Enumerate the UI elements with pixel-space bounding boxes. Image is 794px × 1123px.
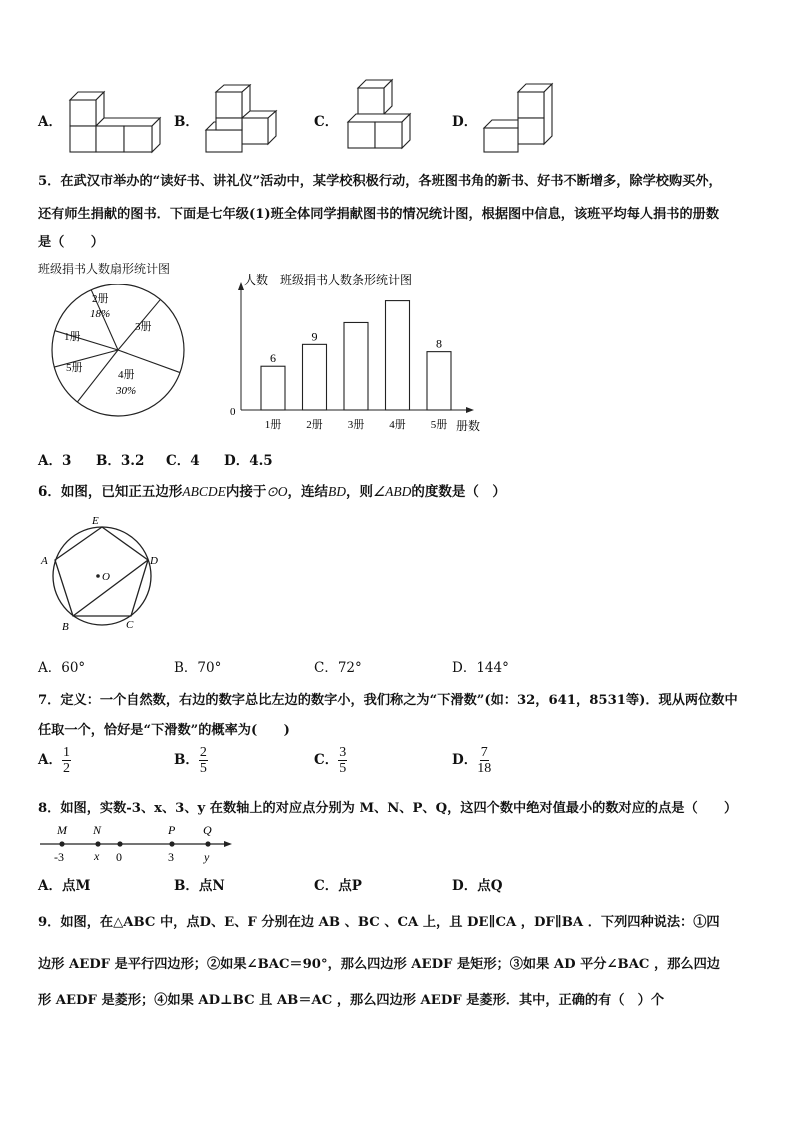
value-p-label: 3 [168,850,174,864]
q6-pentagon-name: ABCDE [182,484,226,499]
point-a-label: A [41,555,48,567]
q9-line-2: 边形 AEDF 是平行四边形；②如果∠BAC＝90°，那么四边形 AEDF 是矩形；③如果 AD 平分∠BAC ，那么四边 [38,957,720,972]
segment-bd [73,560,148,616]
bar-2 [303,344,327,410]
x-tick-label-3: 3册 [347,419,365,431]
x-tick-label-1: 1册 [264,419,282,431]
pie-label-2-pct: 18% [90,308,111,320]
q4-option-c-label[interactable]: C． [314,114,339,130]
pie-label-5: 5册 [66,362,83,374]
q6-text-c: ，连结 [287,484,328,500]
q4-option-d-label[interactable]: D． [452,114,478,130]
q4-figure-c [344,78,424,154]
q5-line-3: 是（ ） [38,235,104,250]
pie-chart [44,284,194,424]
q7-option-d[interactable]: D． $\frac{7}{18}$ [452,745,492,776]
bar-chart-title: 人数 班级捐书人数条形统计图 [244,273,413,287]
q6-text-e: 的度数是（ ） [411,484,506,500]
q5-line-2: 还有师生捐献的图书．下面是七年级(1)班全体同学捐献图书的情况统计图，根据图中信息，该班平均每人捐书的册数 [38,207,720,222]
q8-line-1: 8．如图，实数-3、x、3、y 在数轴上的对应点分别为 M、N、P、Q，这四个数中绝对值最小的数对应的点是（ ） [38,801,738,816]
point-zero-dot [117,841,122,846]
value-m-label: -3 [54,850,64,864]
q6-text-d: ，则 [345,484,373,500]
q4-option-a-label[interactable]: A． [38,114,62,130]
q6-option-d[interactable]: D．144° [452,660,509,676]
bar-data-label-2: 9 [311,329,318,344]
q6-segment-bd: BD [327,484,346,499]
q5-option-a[interactable]: A．3 [38,453,72,469]
q5-option-d[interactable]: D．4.5 [224,453,273,469]
bar-data-label-1: 6 [270,351,276,366]
q7-option-a[interactable]: A． $\frac{1}{2}$ [38,745,70,776]
point-b-label: B [62,621,69,633]
q5-option-b[interactable]: B．3.2 [96,453,145,469]
q8-option-a[interactable]: A．点M [38,878,91,894]
point-m-label: M [57,823,67,837]
pie-chart-title: 班级捐书人数扇形统计图 [38,262,171,276]
x-axis-unit: 册数 [456,419,481,433]
point-n-label: N [93,823,102,837]
q7-option-b[interactable]: B． $\frac{2}{5}$ [174,745,207,776]
point-p-label: P [168,823,176,837]
q8-option-b[interactable]: B．点N [174,878,225,894]
value-y-label: y [204,850,210,864]
q4-option-b-label[interactable]: B． [174,114,199,130]
q5-option-c[interactable]: C．4 [166,453,200,469]
q6-pentagon-figure [38,514,164,636]
x-tick-label-4: 4册 [389,419,406,431]
bar-3 [344,322,368,410]
q6-circle-name: ⊙O [266,484,288,499]
point-n-dot [95,841,100,846]
x-tick-label-2: 2册 [306,419,323,431]
number-line [38,820,238,866]
q4-figure-d [480,80,564,156]
point-m-dot [59,841,64,846]
q6-text-a: 6．如图，已知正五边形 [38,484,183,500]
q6-question [38,480,506,500]
point-q-dot [205,841,210,846]
point-d-label: D [150,555,158,567]
value-x-label: x [94,849,100,863]
bar-1 [261,366,285,410]
q9-line-3: 形 AEDF 是菱形；④如果 AD⊥BC 且 AB＝AC ，那么四边形 AEDF 是菱形．其中，正确的有（ ）个 [38,993,665,1008]
bar-5 [427,352,451,410]
q6-option-b[interactable]: B．70° [174,660,222,676]
pie-label-3: 3册 [135,321,152,333]
origin-label: 0 [230,406,236,418]
pie-label-1: 1册 [64,331,81,343]
point-o-label: O [102,571,110,583]
point-e-label: E [92,515,99,527]
q7-line-2: 任取一个，恰好是“下滑数”的概率为( ) [38,723,290,738]
q6-text-b: 内接于 [225,484,267,500]
q6-angle-abd: ∠ABD [372,484,412,499]
x-axis-arrow [466,407,474,413]
point-c-label: C [126,619,134,631]
q9-line-1: 9．如图，在△ABC 中，点D、E、F 分别在边 AB 、BC 、CA 上，且 DE∥CA ，DF∥BA ．下列四种说法：①四 [38,915,720,930]
point-p-dot [169,841,174,846]
bar-data-label-5: 8 [436,336,442,351]
pie-label-4: 4册 [118,369,135,381]
x-tick-label-5: 5册 [430,419,448,431]
number-line-arrow [224,841,232,847]
center-o-dot [96,574,100,578]
q7-line-1: 7．定义：一个自然数，右边的数字总比左边的数字小，我们称之为“下滑数”(如：32，641，8531等)．现从两位数中 [38,693,738,708]
bar-chart [224,264,494,436]
bar-marks [261,301,451,431]
q8-option-c[interactable]: C．点P [314,878,362,894]
q8-option-d[interactable]: D．点Q [452,878,503,894]
value-zero-label: 0 [116,850,122,864]
q4-figure-b [202,84,282,154]
pie-label-4-pct: 30% [116,385,137,397]
q7-option-c[interactable]: C． $\frac{3}{5}$ [314,745,347,776]
q4-figure-a [66,90,166,156]
q6-option-c[interactable]: C．72° [314,660,362,676]
bar-4 [386,301,410,410]
pie-label-2: 2册 [92,293,109,305]
point-q-label: Q [203,823,212,837]
q6-option-a[interactable]: A．60° [38,660,86,676]
q5-line-1: 5．在武汉市举办的“读好书、讲礼仪”活动中，某学校积极行动，各班图书角的新书、好书不断增多，除学校购买外， [38,174,722,189]
